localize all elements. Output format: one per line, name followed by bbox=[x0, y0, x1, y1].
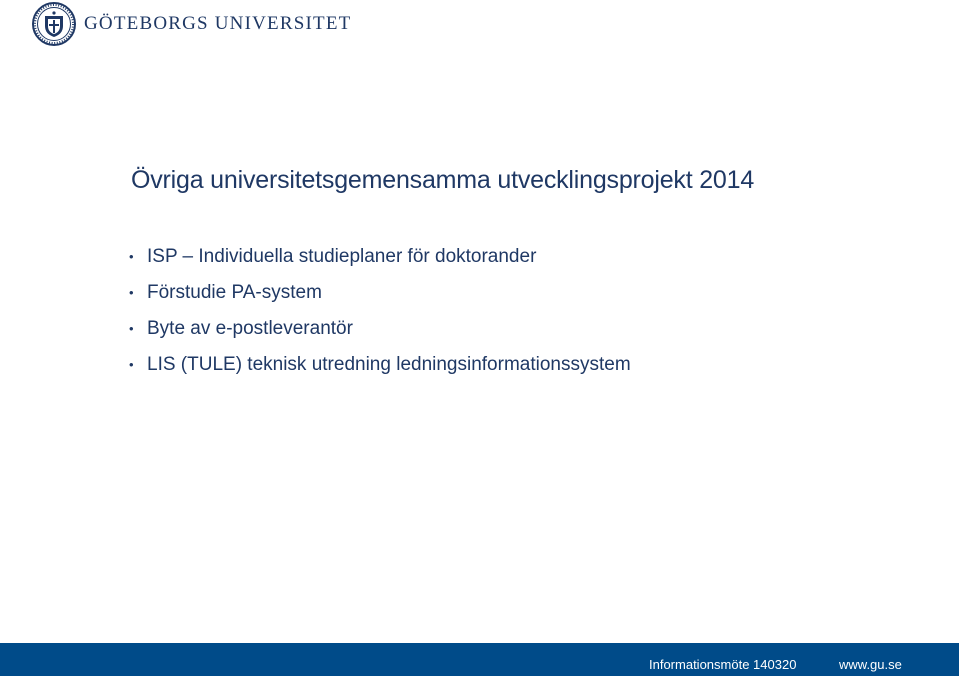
bullet-icon: • bbox=[129, 357, 134, 372]
list-item-text: LIS (TULE) teknisk utredning ledningsinformationssystem bbox=[147, 354, 631, 375]
list-item bbox=[129, 351, 631, 387]
university-seal-icon bbox=[32, 2, 76, 46]
slide-title: Övriga universitetsgemensamma utvecklingsprojekt 2014 bbox=[131, 166, 755, 194]
university-name: GÖTEBORGS UNIVERSITET bbox=[84, 13, 352, 34]
list-item bbox=[129, 243, 631, 279]
footer-bar bbox=[0, 643, 959, 676]
footer-meeting-label: Informationsmöte 140320 bbox=[649, 657, 797, 672]
bullet-icon: • bbox=[129, 249, 134, 264]
bullet-icon: • bbox=[129, 321, 134, 336]
list-item-text: Förstudie PA-system bbox=[147, 282, 322, 303]
footer-url-link[interactable]: www.gu.se bbox=[839, 657, 902, 672]
bullet-icon: • bbox=[129, 285, 134, 300]
list-item-text: Byte av e-postleverantör bbox=[147, 318, 353, 339]
bullet-list bbox=[129, 243, 631, 387]
list-item bbox=[129, 315, 631, 351]
list-item-text: ISP – Individuella studieplaner för doktorander bbox=[147, 246, 537, 267]
list-item bbox=[129, 279, 631, 315]
header bbox=[32, 2, 351, 46]
